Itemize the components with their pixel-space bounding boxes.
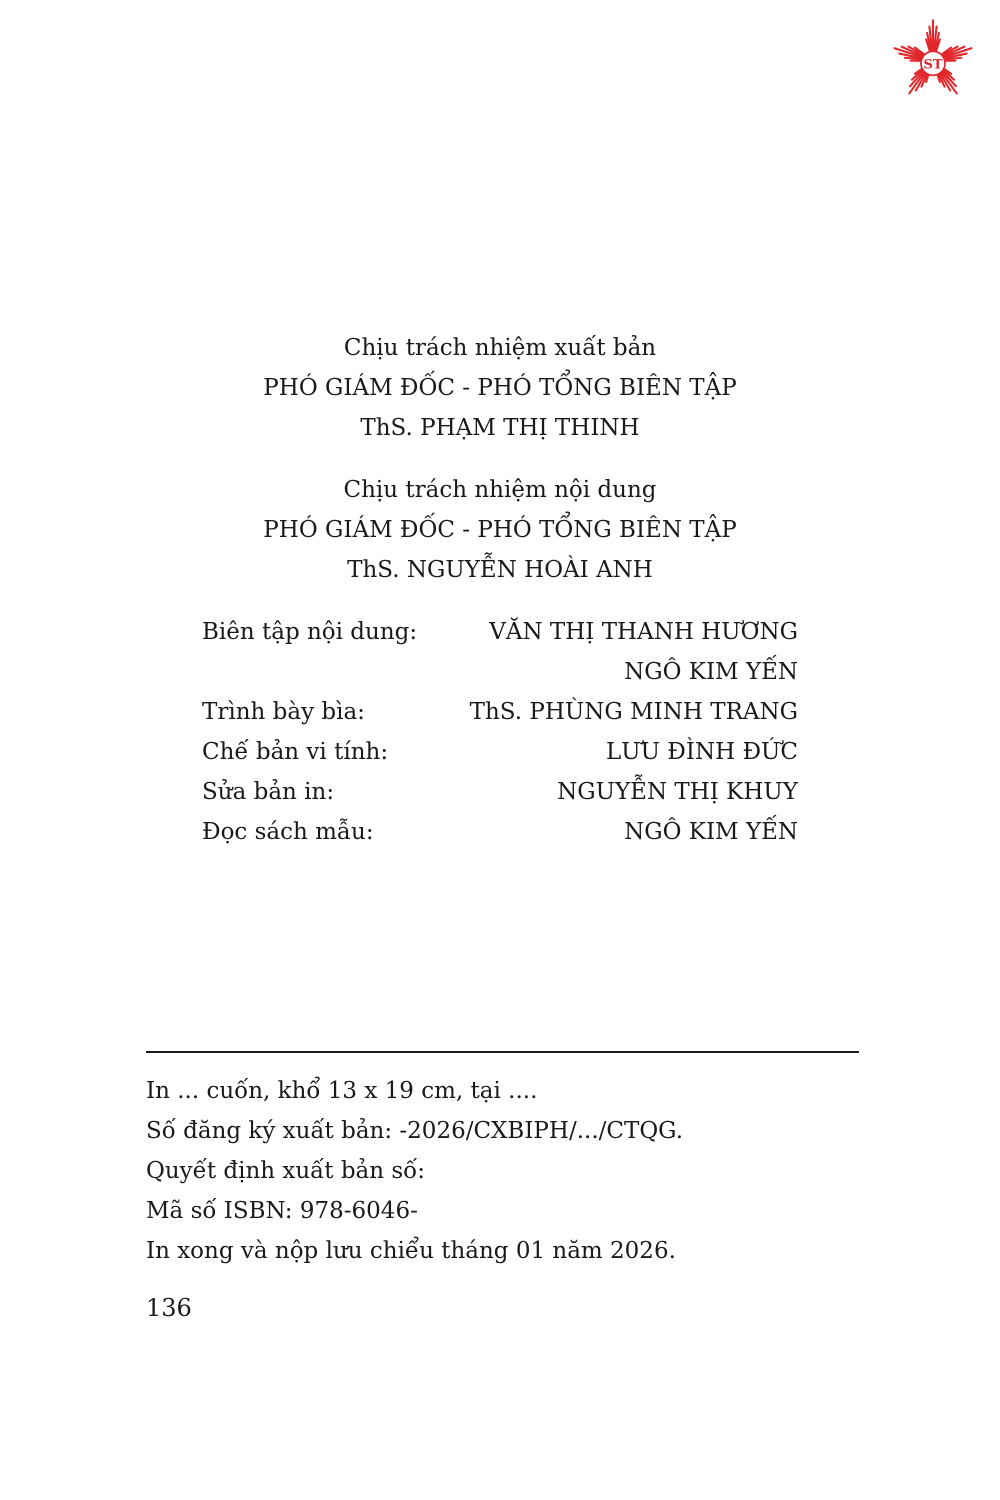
credits-list [202, 612, 798, 852]
credit-row [202, 732, 798, 772]
registration-line: Số đăng ký xuất bản: -2026/CXBIPH/.../CTQG. [146, 1118, 684, 1144]
deposit-line: In xong và nộp lưu chiểu tháng 01 năm 2026. [146, 1238, 676, 1264]
print-info [146, 1071, 859, 1271]
content-position: PHÓ GIÁM ĐỐC - PHÓ TỔNG BIÊN TẬP [263, 517, 737, 543]
decision-line: Quyết định xuất bản số: [146, 1158, 425, 1184]
print-run-line: In ... cuốn, khổ 13 x 19 cm, tại .... [146, 1078, 538, 1104]
publishing-heading: Chịu trách nhiệm xuất bản [343, 335, 657, 361]
publishing-position: PHÓ GIÁM ĐỐC - PHÓ TỔNG BIÊN TẬP [263, 375, 737, 401]
credit-row [202, 772, 798, 812]
credit-row [202, 652, 798, 692]
credit-name: ThS. PHÙNG MINH TRANG [469, 699, 798, 725]
credit-name: VĂN THỊ THANH HƯƠNG [489, 619, 798, 645]
credit-role: Sửa bản in: [202, 779, 335, 805]
credit-name: NGUYỄN THỊ KHUY [557, 779, 798, 805]
credit-role: Trình bày bìa: [202, 699, 365, 725]
publisher-star-logo-icon [890, 16, 976, 102]
credit-row [202, 812, 798, 852]
credit-name: NGÔ KIM YẾN [624, 819, 798, 845]
credit-role: Đọc sách mẫu: [202, 819, 374, 845]
credit-row [202, 612, 798, 652]
publishing-person: ThS. PHẠM THỊ THINH [360, 415, 640, 441]
content-heading: Chịu trách nhiệm nội dung [343, 477, 657, 503]
content-responsibility [0, 470, 1000, 590]
page-number: 136 [146, 1294, 192, 1322]
credit-row [202, 692, 798, 732]
credit-role: Chế bản vi tính: [202, 739, 389, 765]
credit-role: Biên tập nội dung: [202, 619, 418, 645]
isbn-line: Mã số ISBN: 978-6046- [146, 1198, 418, 1224]
content-person: ThS. NGUYỄN HOÀI ANH [347, 557, 653, 583]
divider [146, 1051, 859, 1053]
publishing-responsibility [0, 328, 1000, 448]
credit-name: LƯU ĐÌNH ĐỨC [605, 739, 798, 765]
logo-lettering: ST [923, 57, 943, 73]
credit-name: NGÔ KIM YẾN [624, 659, 798, 685]
